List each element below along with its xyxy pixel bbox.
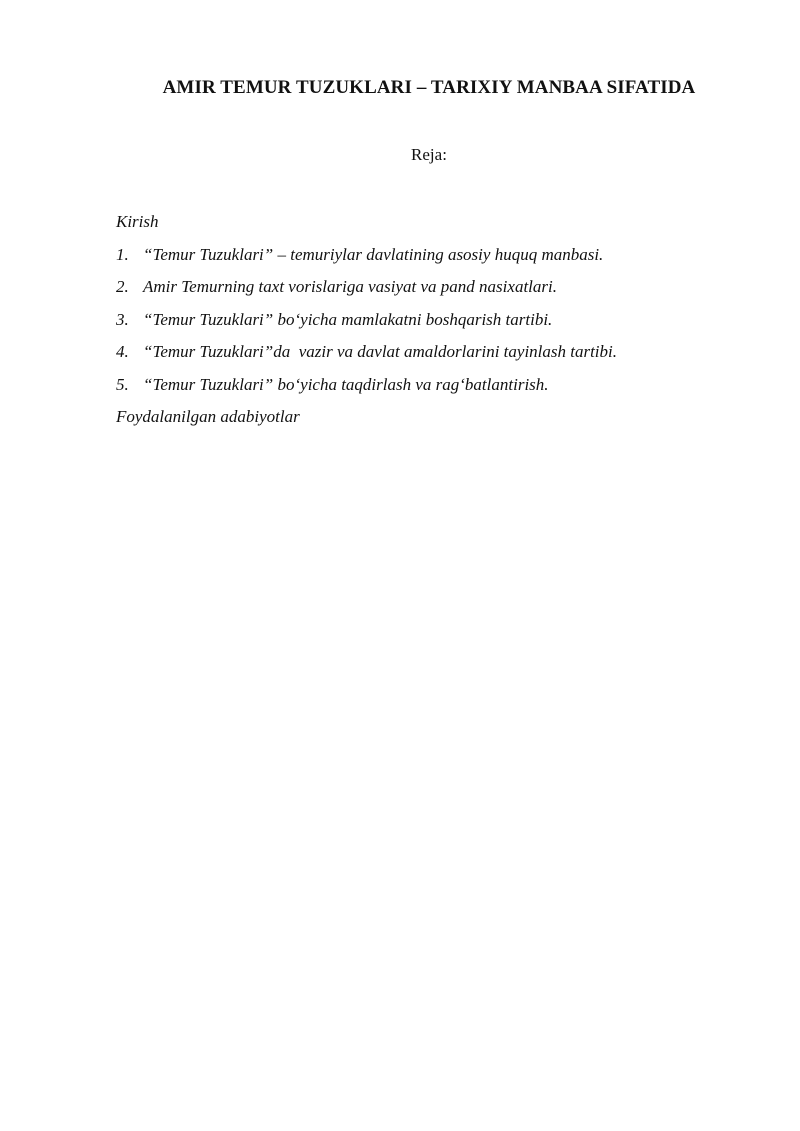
toc-item-text: Amir Temurning taxt vorislariga vasiyat va pand nasixatlari. (143, 277, 557, 296)
toc-item (116, 309, 617, 342)
toc-item-text: “Temur Tuzuklari” bo‘yicha mamlakatni boshqarish tartibi. (143, 309, 553, 329)
toc-item (116, 341, 617, 374)
plan-heading: Reja: (411, 145, 447, 164)
toc-references: Foydalanilgan adabiyotlar (116, 407, 300, 426)
table-of-contents (116, 211, 617, 439)
toc-item-text: “Temur Tuzuklari” – temuriylar davlatining asosiy huquq manbasi. (143, 244, 604, 264)
toc-item (116, 244, 617, 277)
toc-item (116, 276, 617, 309)
toc-item-number: 4. (116, 342, 129, 361)
toc-item-number: 2. (116, 277, 129, 296)
toc-item (116, 374, 617, 407)
document-title: AMIR TEMUR TUZUKLARI – TARIXIY MANBAA SIFATIDA (162, 77, 696, 98)
toc-item-text: “Temur Tuzuklari”da vazir va davlat amaldorlarini tayinlash tartibi. (143, 342, 618, 361)
toc-item-number: 5. (116, 374, 129, 394)
toc-item-number: 3. (116, 309, 129, 329)
toc-item-number: 1. (116, 244, 129, 264)
toc-intro: Kirish (116, 212, 159, 231)
toc-item-text: “Temur Tuzuklari” bo‘yicha taqdirlash va rag‘batlantirish. (143, 374, 549, 394)
